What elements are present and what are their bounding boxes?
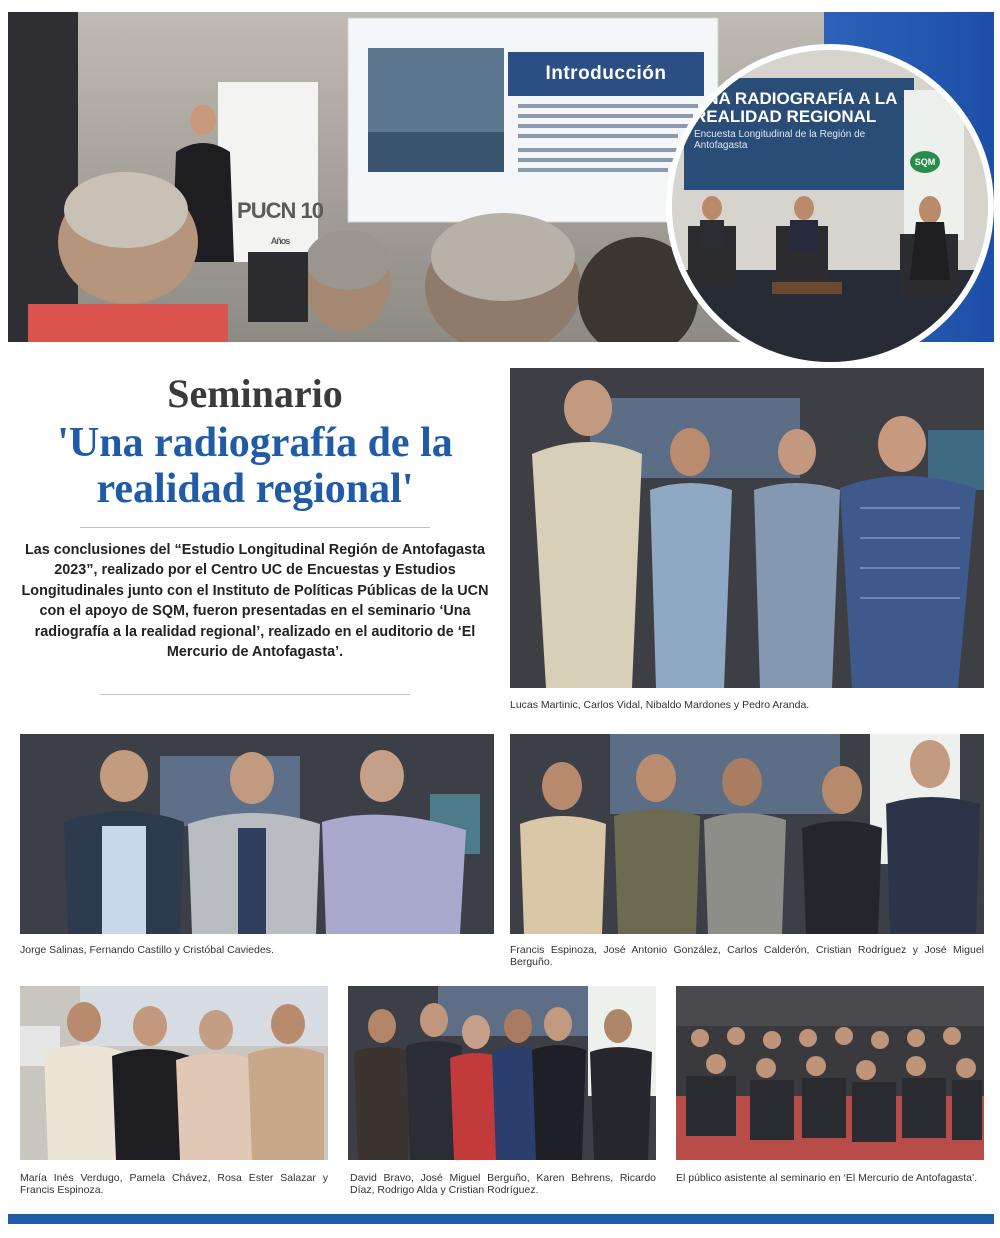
photo-group-1-scene — [510, 368, 984, 688]
lede-divider — [100, 694, 410, 695]
photo-group-4 — [20, 986, 328, 1160]
photo-group-5-scene — [348, 986, 656, 1160]
banner-small-text: Años — [270, 236, 290, 246]
photo-group-2-scene — [20, 734, 494, 934]
inset-slide-title: UNA RADIOGRAFÍA A LA REALIDAD REGIONAL — [694, 89, 897, 126]
slide-title: Introducción — [508, 52, 704, 96]
photo-audience — [676, 986, 984, 1160]
photo-group-3-scene — [510, 734, 984, 934]
photo-group-4-scene — [20, 986, 328, 1160]
caption-audience: El público asistente al seminario en ‘El Mercurio de Antofagasta’. — [676, 1172, 978, 1184]
article-title: 'Una radiografía de la realidad regional' — [57, 420, 453, 512]
photo-group-3 — [510, 734, 984, 934]
inset-slide-subtitle: Encuesta Longitudinal de la Región de Antofagasta — [694, 129, 866, 151]
caption-group-1: Lucas Martinic, Carlos Vidal, Nibaldo Mardones y Pedro Aranda. — [510, 699, 810, 711]
footer-accent-bar — [8, 1214, 994, 1224]
photo-audience-scene — [676, 986, 984, 1160]
article-kicker: Seminario — [167, 371, 343, 416]
sqm-logo: SQM — [910, 151, 940, 173]
caption-group-2: Jorge Salinas, Fernando Castillo y Cristóbal Caviedes. — [20, 944, 274, 956]
caption-group-5: David Bravo, José Miguel Berguño, Karen Behrens, Ricardo Díaz, Rodrigo Alda y Cristian Rodríguez. — [350, 1172, 656, 1196]
panel-discussion-inset — [666, 44, 994, 368]
banner-text: PUCN 10 — [237, 198, 323, 223]
caption-group-4: María Inés Verdugo, Pamela Chávez, Rosa Ester Salazar y Francis Espinoza. — [20, 1172, 328, 1196]
photo-group-1 — [510, 368, 984, 688]
title-divider — [80, 527, 430, 528]
caption-group-3: Francis Espinoza, José Antonio González, Carlos Calderón, Cristian Rodríguez y José Miguel Berguño. — [510, 944, 984, 968]
photo-group-2 — [20, 734, 494, 934]
photo-group-5 — [348, 986, 656, 1160]
pucn-banner-text — [236, 198, 324, 250]
article-lede: Las conclusiones del “Estudio Longitudinal Región de Antofagasta 2023”, realizado por el Centro UC de Encuestas y Estudios Longitudinales junto con el Instituto de Políticas Públicas de la UCN con el apoyo de SQM, fueron presentadas en el seminario ‘Una radiografía a la realidad regional’, realizado en el auditorio de ‘El Mercurio de Antofagasta’. — [21, 542, 489, 661]
